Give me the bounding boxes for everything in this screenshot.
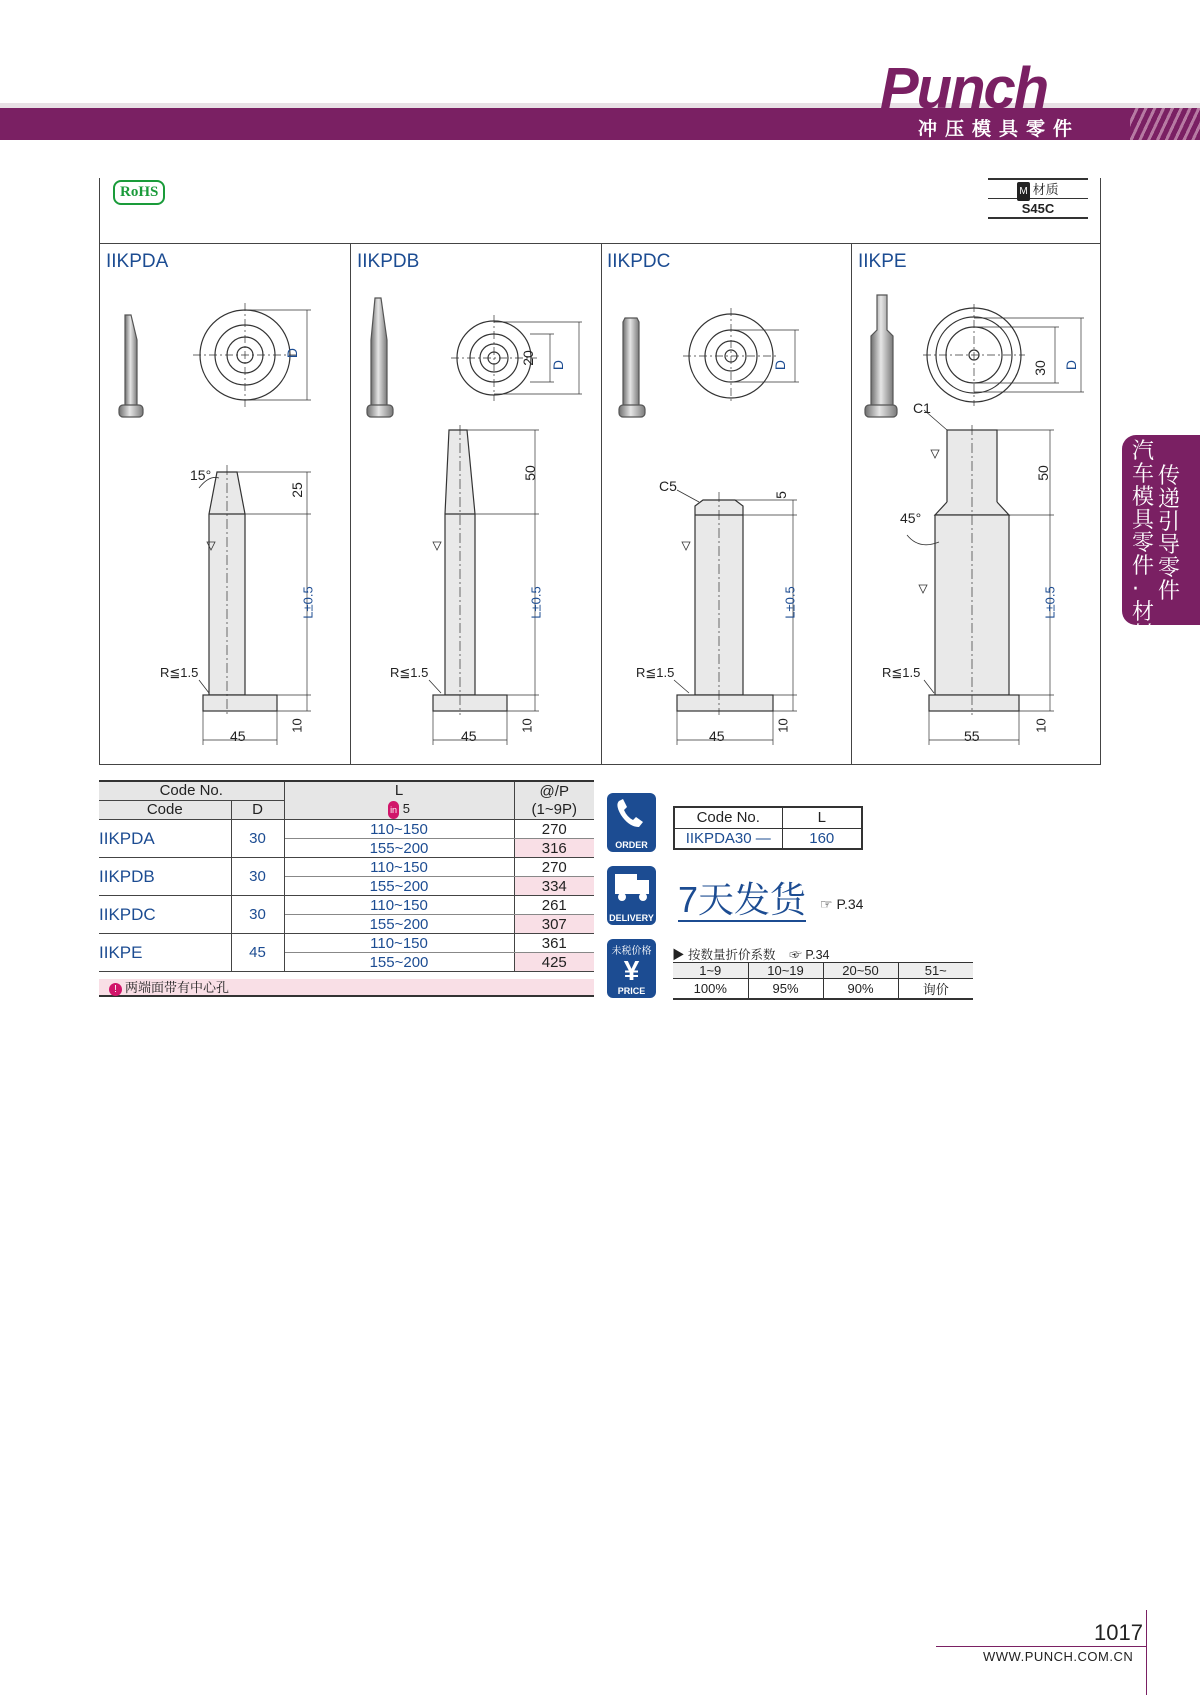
- dim-length: L±0.5: [782, 586, 798, 619]
- th-price: @/P (1~9P): [514, 781, 594, 820]
- table-row-code[interactable]: IIKPE: [99, 934, 231, 972]
- top-view: [683, 308, 799, 404]
- table-row-l: 110~150: [284, 896, 514, 915]
- technical-drawings: [99, 270, 1101, 765]
- dim-length: L±0.5: [300, 586, 316, 619]
- table-note: ! 两端面带有中心孔: [99, 979, 594, 997]
- qty-cell: 20~50: [823, 963, 898, 979]
- order-example-table: [673, 806, 863, 850]
- table-row-price: 270: [514, 820, 594, 839]
- material-icon: M: [1017, 182, 1029, 201]
- table-row-code[interactable]: IIKPDB: [99, 858, 231, 896]
- dim-tip-diameter: 30: [1031, 360, 1048, 376]
- price-icon: 未税价格 ¥ PRICE: [607, 939, 656, 998]
- pin-photo: [619, 318, 645, 417]
- dim-flange-thickness: 10: [289, 718, 305, 733]
- dim-height: 50: [1034, 465, 1051, 481]
- qty-cell: 1~9: [673, 963, 748, 979]
- dim-tip-diameter: 20: [519, 350, 536, 366]
- table-row-code[interactable]: IIKPDA: [99, 820, 231, 858]
- side-tab-col1: 汽车模具零件·材料: [1132, 439, 1155, 648]
- dim-angle: 45°: [900, 510, 922, 526]
- variant-name: IIKPDA: [106, 251, 169, 272]
- order-l: 160: [809, 829, 835, 847]
- rate-cell: 询价: [922, 982, 949, 997]
- delivery-ref-link[interactable]: ☞ P.34: [820, 896, 864, 912]
- side-view: [907, 410, 1054, 745]
- side-tab-col2: 传递引导零件: [1158, 464, 1181, 604]
- variant-name: IIKPDC: [607, 251, 671, 272]
- dim-flange-thickness: 10: [519, 718, 535, 733]
- table-row-price: 334: [514, 877, 594, 896]
- dim-diameter: D: [1063, 359, 1080, 371]
- order-col-l: L: [782, 807, 862, 828]
- dim-height: 50: [521, 465, 538, 481]
- th-l: L in 5: [284, 781, 514, 820]
- table-row-l: 110~150: [284, 934, 514, 953]
- variant-name: IIKPE: [858, 251, 907, 272]
- table-row-l: 155~200: [284, 877, 514, 896]
- material-box: [988, 178, 1088, 219]
- truck-icon: [607, 866, 656, 908]
- dim-chamfer: C5: [659, 478, 677, 494]
- rohs-badge: RoHS: [113, 180, 165, 205]
- rate-cell: 95%: [748, 979, 823, 1000]
- order-code: IIKPDA30 —: [674, 828, 782, 849]
- table-row-d: 45: [231, 934, 284, 972]
- footer-url[interactable]: WWW.PUNCH.COM.CN: [983, 1649, 1134, 1664]
- table-row-price: 261: [514, 896, 594, 915]
- order-col-code: Code No.: [674, 807, 782, 828]
- brand-logo: Punch: [880, 56, 1048, 121]
- table-row-l: 155~200: [284, 915, 514, 934]
- dim-radius: R≦1.5: [160, 665, 199, 680]
- table-row-l: 110~150: [284, 820, 514, 839]
- table-row-l: 155~200: [284, 839, 514, 858]
- top-view: [923, 304, 1084, 406]
- table-row-l: 155~200: [284, 953, 514, 972]
- dim-height: 25: [288, 482, 305, 498]
- price-table: [99, 780, 594, 972]
- footer-rule-v: [1146, 1610, 1147, 1695]
- header-stripes: [1130, 108, 1200, 140]
- variant-name: IIKPDB: [357, 251, 420, 272]
- table-row-price: 316: [514, 839, 594, 858]
- table-row-d: 30: [231, 858, 284, 896]
- dim-diameter: D: [772, 359, 789, 371]
- dim-length: L±0.5: [528, 586, 544, 619]
- table-row-d: 30: [231, 820, 284, 858]
- rate-cell: 100%: [673, 979, 748, 1000]
- delivery-icon: DELIVERY: [607, 866, 656, 925]
- side-category-tab[interactable]: [1122, 435, 1200, 648]
- table-row-l: 110~150: [284, 858, 514, 877]
- frame-divider: [99, 243, 1101, 244]
- table-row-code[interactable]: IIKPDC: [99, 896, 231, 934]
- side-view: [674, 490, 797, 745]
- dim-chamfer: C1: [913, 400, 931, 416]
- page-number: 1017: [1094, 1620, 1143, 1645]
- table-row-price: 307: [514, 915, 594, 934]
- discount-table: [673, 962, 973, 1000]
- pin-photo: [119, 315, 143, 417]
- dim-flange-thickness: 10: [1033, 718, 1049, 733]
- dim-diameter: D: [550, 359, 567, 371]
- table-row-price: 270: [514, 858, 594, 877]
- dim-height: 5: [772, 491, 789, 499]
- dim-angle: 15°: [190, 467, 212, 483]
- material-value: S45C: [1021, 201, 1055, 216]
- rate-cell: 90%: [823, 979, 898, 1000]
- dim-flange: 55: [964, 728, 980, 744]
- dim-diameter: D: [284, 347, 301, 359]
- qty-cell: 10~19: [748, 963, 823, 979]
- side-view: [199, 465, 311, 745]
- pin-photo: [865, 295, 897, 417]
- dim-length: L±0.5: [1042, 586, 1058, 619]
- order-icon: ORDER: [607, 793, 656, 852]
- info-icon: !: [109, 983, 122, 996]
- table-row-price: 361: [514, 934, 594, 953]
- price-icon-top: 未税价格: [611, 946, 652, 957]
- delivery-text: 7天发货: [678, 879, 807, 920]
- dim-flange: 45: [709, 728, 725, 744]
- dim-radius: R≦1.5: [882, 665, 921, 680]
- dim-radius: R≦1.5: [636, 665, 675, 680]
- th-code-no: Code No.: [99, 781, 284, 801]
- phone-icon: [607, 793, 656, 835]
- material-label: 材质: [1032, 182, 1059, 197]
- table-row-d: 30: [231, 896, 284, 934]
- th-d: D: [231, 801, 284, 820]
- discount-title: ▶ 按数量折价系数 ☞ P.34: [672, 948, 830, 962]
- yen-icon: ¥: [623, 955, 640, 986]
- pin-photo: [367, 298, 393, 417]
- brand-subtitle: 冲压模具零件: [918, 119, 1081, 140]
- top-view: [451, 315, 582, 401]
- dim-flange: 45: [230, 728, 246, 744]
- dim-flange-thickness: 10: [775, 718, 791, 733]
- qty-cell: 51~: [898, 963, 973, 979]
- table-row-price: 425: [514, 953, 594, 972]
- footer-rule: [936, 1646, 1146, 1647]
- th-code: Code: [99, 801, 231, 820]
- dim-radius: R≦1.5: [390, 665, 429, 680]
- discount-ref-link[interactable]: ☞ P.34: [789, 948, 830, 962]
- dim-flange: 45: [461, 728, 477, 744]
